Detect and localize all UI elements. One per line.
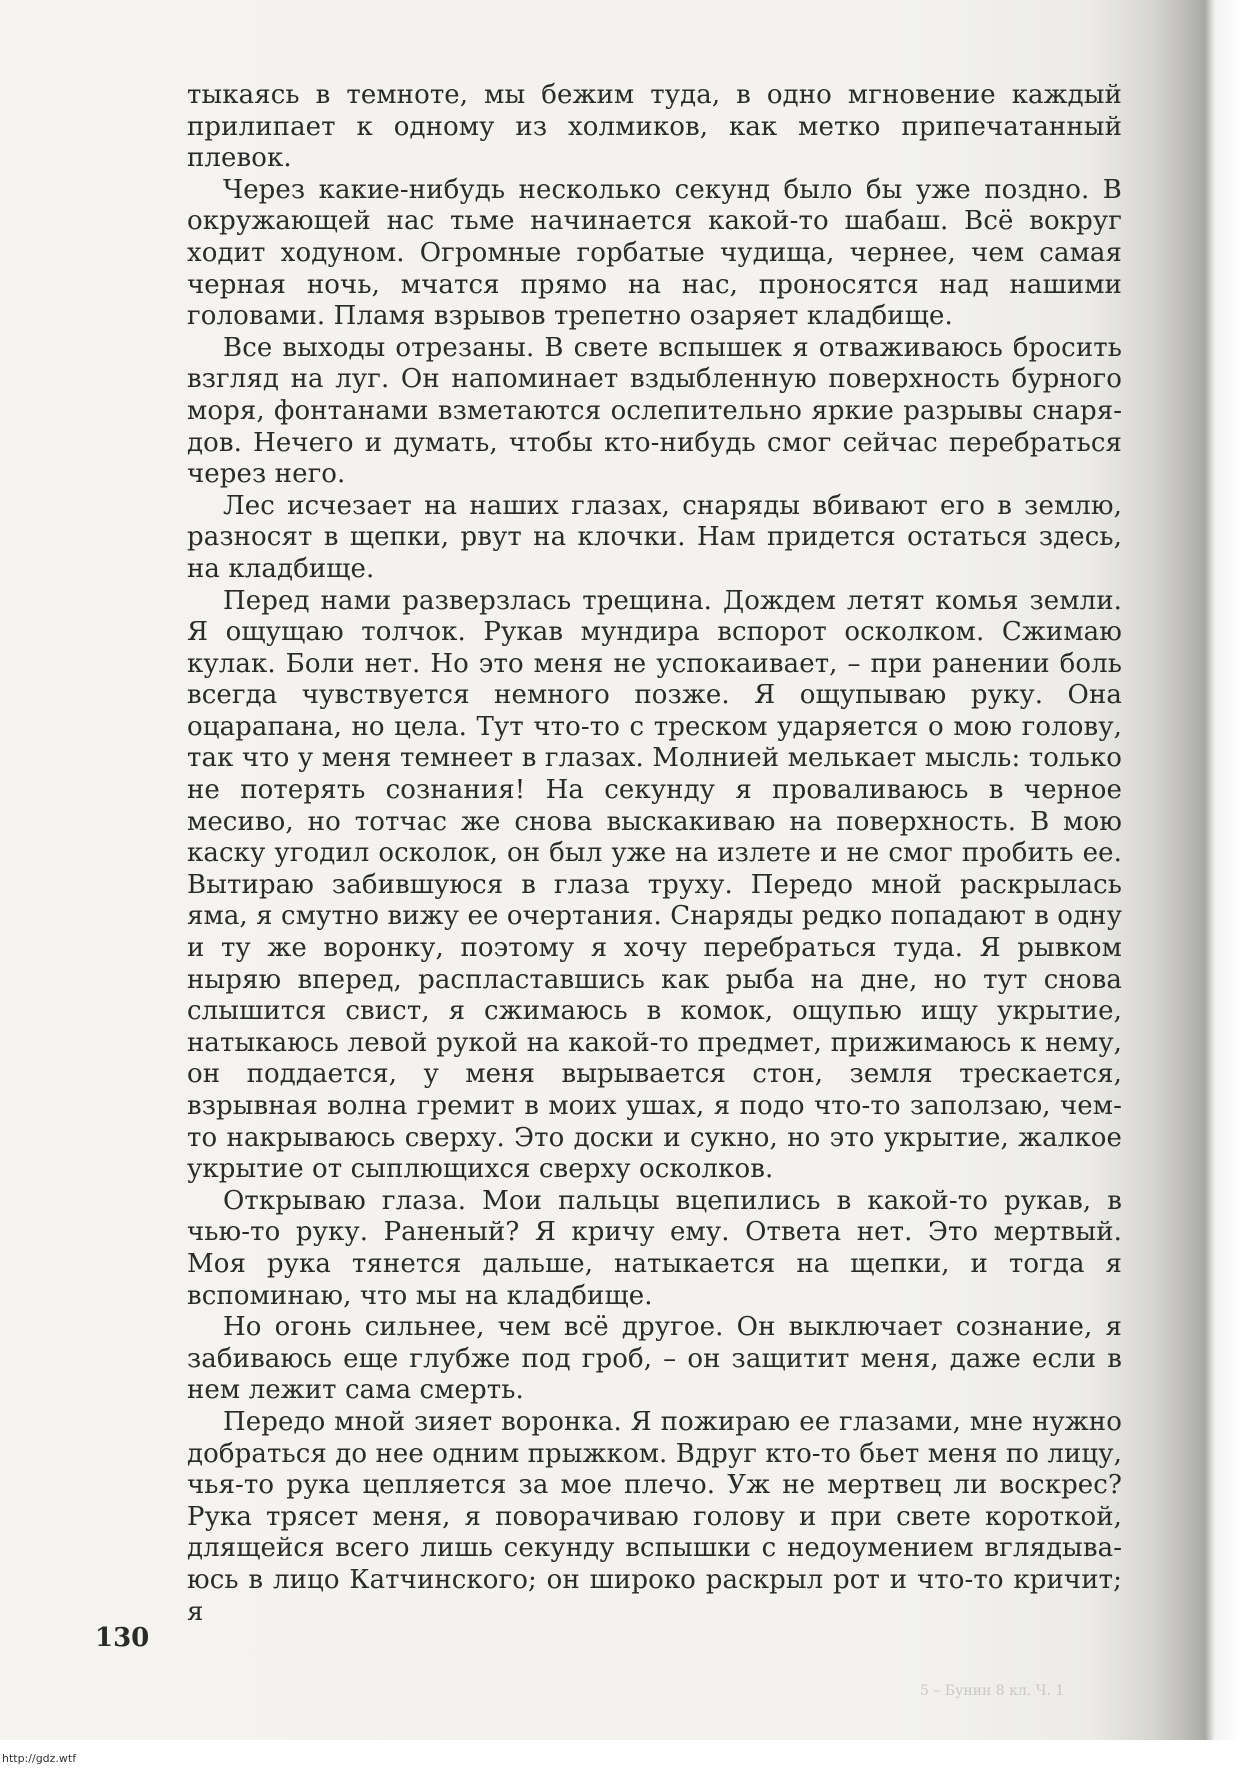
signature-mark: 5 – Бунин 8 кл. Ч. 1 [920, 1683, 1065, 1699]
paragraph: Открываю глаза. Мои пальцы вцепились в какой-то рукав, в чью-то руку. Раненый? Я кричу ему. Ответа нет. Это мертвый. Моя рука тянется дальше, натыкается на щепки, и тогда я вспоминаю, что мы на кладбище. [187, 1185, 1122, 1311]
paragraph-continuation: тыкаясь в темноте, мы бежим туда, в одно мгновение каждый прилипает к одному из холмиков, как метко припечатанный плевок. [187, 80, 1122, 174]
paragraph: Но огонь сильнее, чем всё другое. Он выключает сознание, я забиваюсь еще глубже под гроб, – он защитит меня, даже если в нем лежит сама смерть. [187, 1312, 1122, 1406]
page-number: 130 [95, 1623, 150, 1653]
paragraph: Передо мной зияет воронка. Я пожираю ее глазами, мне нужно добраться до нее одним прыжком. Вдруг кто-то бьет меня по лицу, чья-то рука цепляется за мое плечо. Уж не мертвец ли воскрес? Рука трясет меня, я поворачиваю голову и при свете короткой, длящейся всего лишь секунду вспышки с недоумением вглядываюсь в лицо Катчинского; он широко раскрыл рот и что-то кричит; я [187, 1406, 1123, 1627]
source-url: http://gdz.wtf [2, 1752, 77, 1765]
page-bottom-margin [0, 1740, 1240, 1771]
paragraph: Лес исчезает на наших глазах, снаряды вбивают его в землю, разносят в щепки, рвут на клочки. Нам придется остаться здесь, на кладбище. [187, 490, 1122, 584]
body-text [187, 80, 1122, 1628]
paragraph: Перед нами разверзлась трещина. Дождем летят комья земли. Я ощущаю толчок. Рукав мундира вспорот осколком. Сжимаю кулак. Боли нет. Но это меня не успокаивает, – при ранении боль всегда чувствуется немного позже. Я ощупываю руку. Она оцарапана, но цела. Тут что-то с треском ударяется о мою голову, так что у меня темнеет в глазах. Молнией мелькает мысль: только не потерять сознания! На секунду я проваливаюсь в черное месиво, но тотчас же снова выскакиваю на поверхность. В мою каску угодил осколок, он был уже на излете и не смог пробить ее. Вытираю забившуюся в глаза труху. Передо мной раскрылась яма, я смутно вижу ее очертания. Снаряды редко попадают в одну и ту же воронку, поэтому я хочу перебраться туда. Я рывком ныряю вперед, распластавшись как рыба на дне, но тут снова слышится свист, я сжимаюсь в комок, ощупью ищу укрытие, натыкаюсь левой рукой на какой-то предмет, прижимаюсь к нему, он поддается, у меня вырывается стон, земля трескается, взрывная волна гремит в моих ушах, я подо что-то заползаю, чем-то накрываюсь сверху. Это доски и сукно, но это укрытие, жалкое укрытие от сыплющихся сверху осколков. [187, 585, 1122, 1185]
paragraph: Все выходы отрезаны. В свете вспышек я отваживаюсь бросить взгляд на луг. Он напоминает вздыбленную поверхность бурного моря, фонтанами взметаются ослепительно яркие разрывы снарядов. Нечего и думать, чтобы кто-нибудь смог сейчас перебраться через него. [187, 332, 1122, 490]
paragraph: Через какие-нибудь несколько секунд было бы уже поздно. В окружающей нас тьме начинается какой-то шабаш. Всё вокруг ходит ходуном. Огромные горбатые чудища, чернее, чем самая черная ночь, мчатся прямо на нас, проносятся над нашими головами. Пламя взрывов трепетно озаряет кладбище. [187, 174, 1122, 332]
